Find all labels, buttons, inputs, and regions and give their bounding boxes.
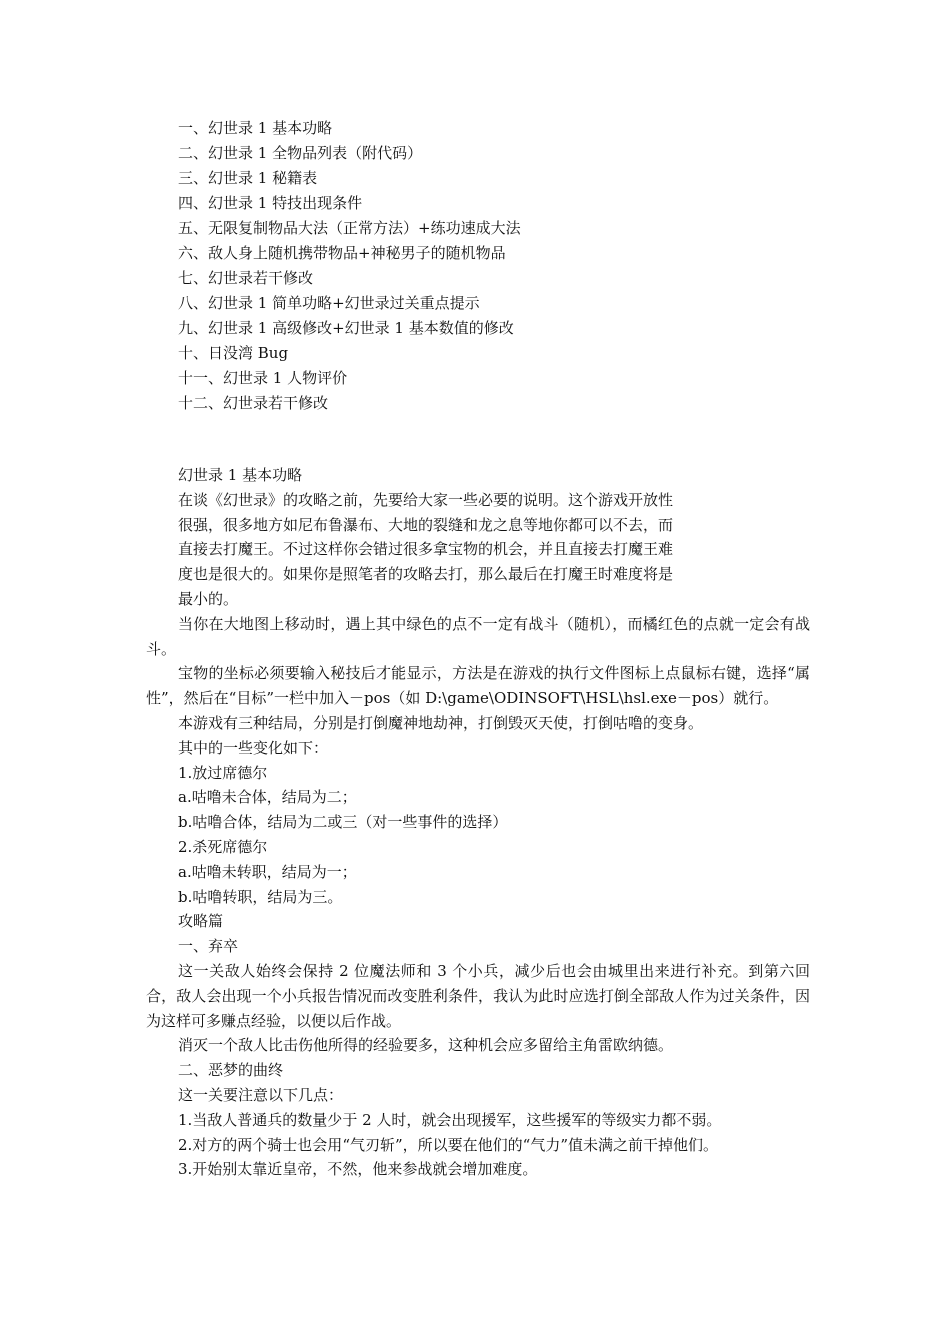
intro-line: 直接去打魔王。不过这样你会错过很多拿宝物的机会，并且直接去打魔王难 <box>178 540 674 559</box>
article-body <box>146 463 810 1182</box>
intro-line: 在谈《幻世录》的攻略之前，先要给大家一些必要的说明。这个游戏开放性 <box>178 490 674 509</box>
option-item: b.咕噜合体，结局为二或三（对一些事件的选择） <box>178 813 508 832</box>
option-item: 1.放过席德尔 <box>178 763 268 782</box>
option-item: a.咕噜未转职，结局为一； <box>178 862 357 881</box>
toc-item: 七、幻世录若干修改 <box>178 269 314 287</box>
chapter-title: 一、弃卒 <box>178 937 239 956</box>
changes-intro: 其中的一些变化如下： <box>178 738 329 757</box>
table-of-contents <box>178 116 798 416</box>
intro-line: 很强，很多地方如尼布鲁瀑布、大地的裂缝和龙之息等地你都可以不去，而 <box>178 515 674 534</box>
option-item: b.咕噜转职，结局为三。 <box>178 887 343 906</box>
paragraph-map: 当你在大地图上移动时，遇上其中绿色的点不一定有战斗（随机），而橘红色的点就一定会有战斗。 <box>146 614 810 658</box>
toc-item: 九、幻世录 1 高级修改+幻世录 1 基本数值的修改 <box>178 319 514 337</box>
toc-item: 十二、幻世录若干修改 <box>178 394 329 412</box>
intro-line: 最小的。 <box>178 589 239 608</box>
chapter-paragraph: 这一关敌人始终会保持 2 位魔法师和 3 个小兵，减少后也会由城里出来进行补充。到第六回合，敌人会出现一个小兵报告情况而改变胜利条件，我认为此时应选打倒全部敌人作为过关条件，因为这样可多赚点经验，以便以后作战。 <box>146 961 810 1030</box>
intro-line: 度也是很大的。如果你是照笔者的攻略去打，那么最后在打魔王时难度将是 <box>178 565 674 584</box>
toc-item: 六、敌人身上随机携带物品+神秘男子的随机物品 <box>178 244 506 262</box>
toc-item: 五、无限复制物品大法（正常方法）+练功速成大法 <box>178 219 521 237</box>
option-item: a.咕噜未合体，结局为二； <box>178 788 357 807</box>
chapter-title: 二、恶梦的曲终 <box>178 1061 284 1080</box>
chapter-paragraph: 消灭一个敌人比击伤他所得的经验要多，这种机会应多留给主角雷欧纳德。 <box>178 1036 674 1055</box>
toc-item: 二、幻世录 1 全物品列表（附代码） <box>178 144 423 162</box>
paragraph-endings: 本游戏有三种结局，分别是打倒魔神地劫神，打倒毁灭天使，打倒咕噜的变身。 <box>178 713 704 732</box>
chapter-intro: 这一关要注意以下几点： <box>178 1085 344 1104</box>
toc-item: 八、幻世录 1 简单功略+幻世录过关重点提示 <box>178 294 480 312</box>
toc-item: 十一、幻世录 1 人物评价 <box>178 369 348 387</box>
option-item: 2.杀死席德尔 <box>178 837 268 856</box>
toc-item: 十、日没湾 Bug <box>178 344 289 362</box>
guide-title: 攻略篇 <box>178 912 224 931</box>
note-item: 1.当敌人普通兵的数量少于 2 人时，就会出现援军，这些援军的等级实力都不弱。 <box>178 1110 722 1129</box>
toc-item: 三、幻世录 1 秘籍表 <box>178 169 318 187</box>
paragraph-treasure: 宝物的坐标必须要输入秘技后才能显示，方法是在游戏的执行文件图标上点鼠标右键，选择“属性”，然后在“目标”一栏中加入－pos（如 D:\game\ODINSOFT\HSL\hsl.exe－pos）就行。 <box>146 664 810 708</box>
toc-item: 一、幻世录 1 基本功略 <box>178 119 333 137</box>
note-item: 2.对方的两个骑士也会用“气刃斩”，所以要在他们的“气力”值未满之前干掉他们。 <box>178 1135 718 1154</box>
section-title: 幻世录 1 基本功略 <box>178 466 303 484</box>
note-item: 3.开始别太靠近皇帝，不然，他来参战就会增加难度。 <box>178 1160 538 1179</box>
toc-item: 四、幻世录 1 特技出现条件 <box>178 194 363 212</box>
